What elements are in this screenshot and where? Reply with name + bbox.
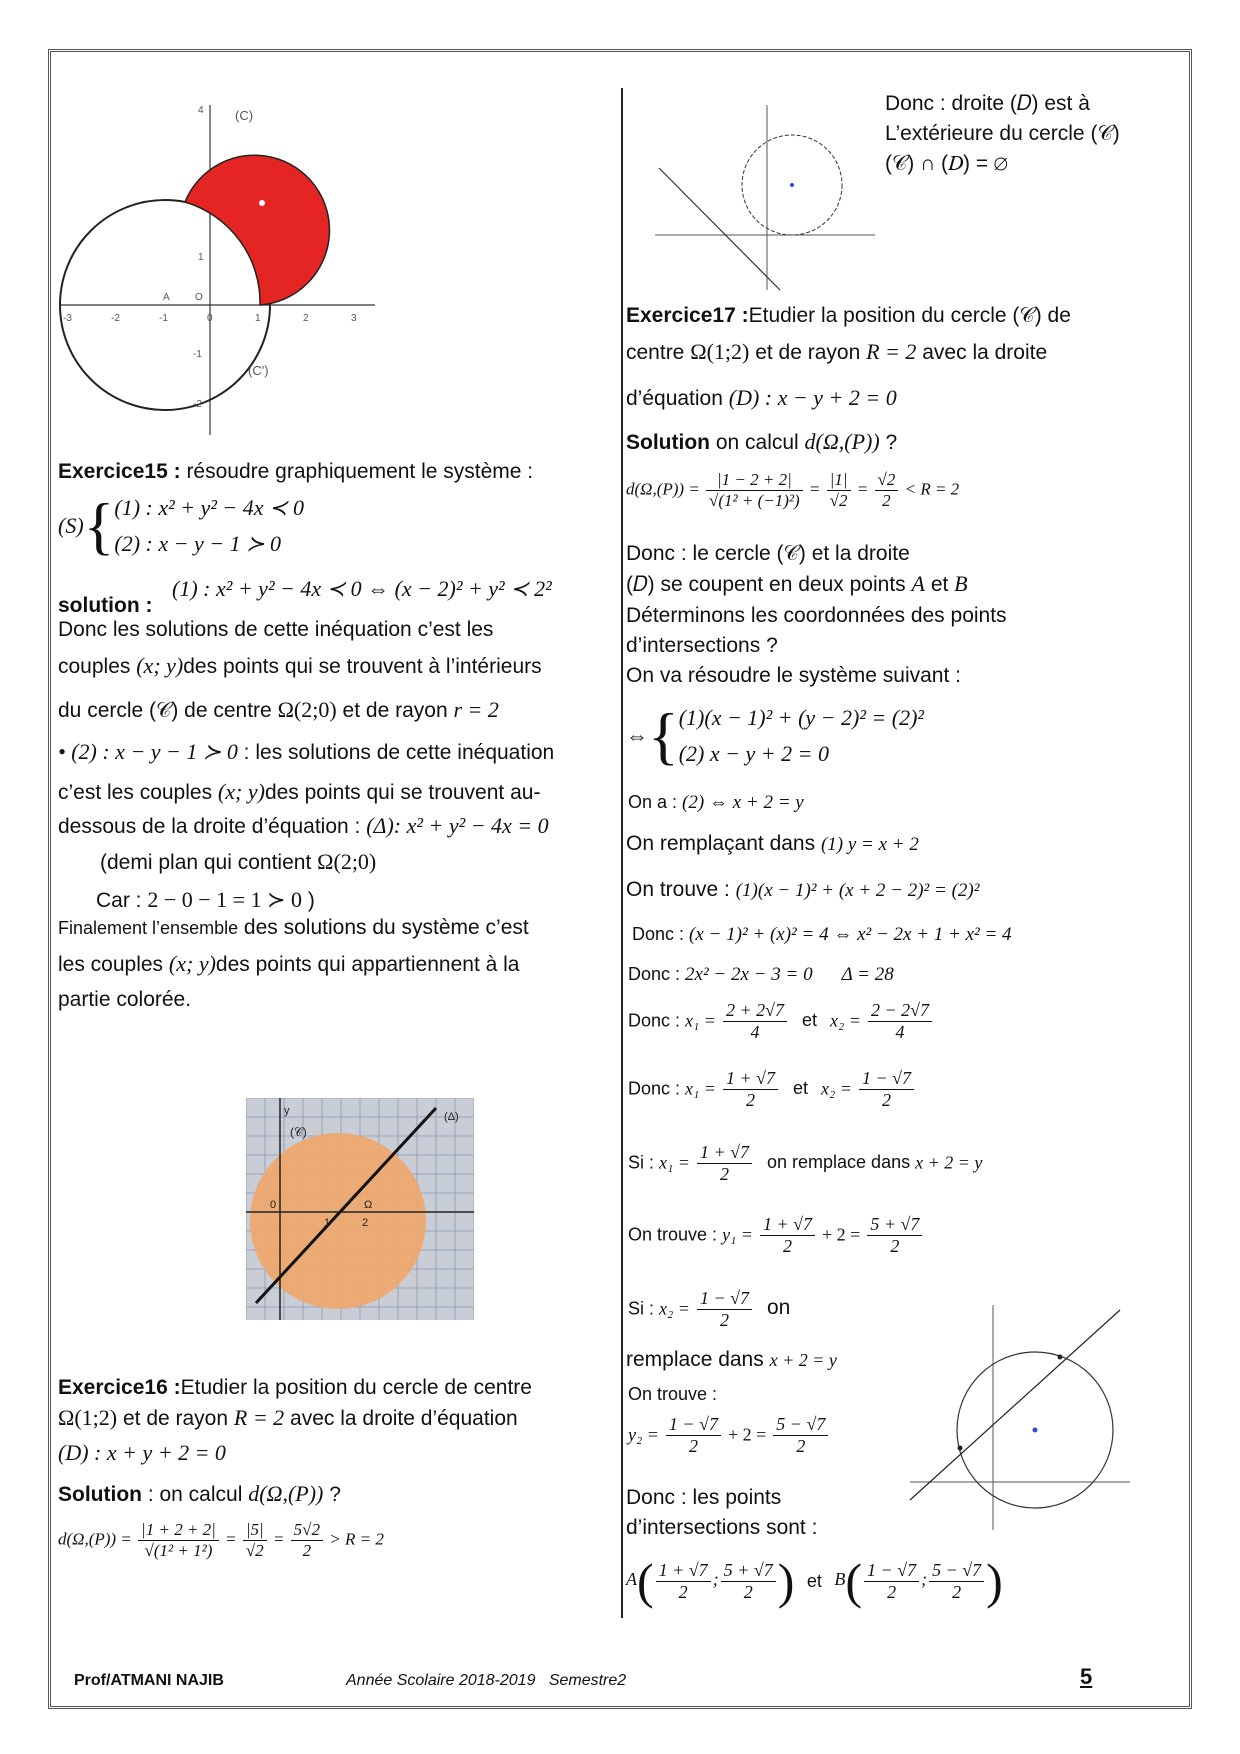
ex17-f-n3: √2 bbox=[875, 470, 899, 491]
fig1-label-c: (C) bbox=[235, 108, 254, 123]
ex15-system bbox=[58, 490, 304, 562]
photo-label-c: (𝒞) bbox=[290, 1125, 307, 1139]
ex17-c2 bbox=[626, 570, 968, 599]
ex17-x1nb: 1 + √7 bbox=[723, 1068, 778, 1090]
ex17-donc1-eq: (x − 1)² + (x)² = 4 ⇔ x² − 2x + 1 + x² = 4 bbox=[689, 924, 1012, 945]
ex16-center: Ω(1;2) bbox=[58, 1405, 118, 1430]
fig1-tick-x: -1 bbox=[159, 313, 168, 324]
ex17-f-d3: 2 bbox=[882, 491, 891, 510]
ex17-ontrouve1: On trouve : bbox=[628, 1224, 718, 1245]
ex16-text2: et de rayon bbox=[122, 1407, 229, 1430]
ex17-et2: et bbox=[793, 1078, 809, 1099]
ex17-a-yn: 5 + √7 bbox=[721, 1560, 776, 1582]
ex15-sys-name: (S) bbox=[58, 513, 84, 538]
footer-author: Prof/ATMANI NAJIB bbox=[74, 1672, 224, 1689]
photo-label-omega: Ω bbox=[364, 1199, 373, 1211]
circle-line-exterior-figure bbox=[655, 100, 875, 295]
ex17-rempl2-label: remplace dans bbox=[626, 1348, 764, 1371]
ex17-a-sep: ; bbox=[712, 1569, 719, 1590]
ex17-line1 bbox=[626, 302, 1071, 329]
ex17-rempl-eq: (1) y = x + 2 bbox=[820, 834, 919, 855]
ex15-p2 bbox=[58, 652, 542, 681]
ex17-b-yd: 2 bbox=[952, 1581, 962, 1602]
ex17-b-xn: 1 − √7 bbox=[864, 1560, 919, 1582]
ex15-p3a: du cercle (𝒞) de centre bbox=[58, 699, 272, 722]
ex17-text2a: centre bbox=[626, 341, 685, 364]
ex17-f-rhs: < R = 2 bbox=[904, 479, 960, 499]
ex16-title: Exercice16 : bbox=[58, 1376, 181, 1399]
ex15-p4b: : les solutions de cette inéquation bbox=[237, 741, 555, 764]
ex15-p8m: 2 − 0 − 1 = 1 ≻ 0 bbox=[147, 887, 303, 912]
ex17-text2b: et de rayon bbox=[755, 341, 861, 364]
ex16-sol-title: Solution bbox=[58, 1483, 142, 1506]
ex15-p5m: (x; y) bbox=[217, 779, 265, 804]
ex17-on-a-eq: (2) ⇔ x + 2 = y bbox=[682, 792, 804, 813]
fig2-concl1: Donc : droite (𝐷) est à bbox=[885, 92, 1090, 115]
ex15-eq2: (2) : x − y − 1 ≻ 0 bbox=[114, 531, 282, 556]
ex17-x1b: x₁ = bbox=[685, 1078, 716, 1099]
ex15-p6 bbox=[58, 812, 549, 841]
ex16-f-lhs: d(Ω,(P)) = bbox=[58, 1529, 132, 1549]
ex17-c2b: et bbox=[930, 573, 949, 596]
photo-label-1: 1 bbox=[324, 1217, 331, 1229]
fig1-tick-x: -3 bbox=[63, 313, 72, 324]
ex16-f-n1: |1 + 2 + 2| bbox=[138, 1520, 219, 1541]
ex17-si2-n: 1 − √7 bbox=[697, 1288, 752, 1310]
ex16-radius: R = 2 bbox=[233, 1405, 285, 1430]
ex17-a-xn: 1 + √7 bbox=[656, 1560, 711, 1582]
photo-label-2: 2 bbox=[362, 1217, 369, 1229]
ex17-sys2: (2) x − y + 2 = 0 bbox=[678, 741, 829, 766]
ex15-p9a: Finalement l’ensemble bbox=[58, 918, 239, 938]
ex17-y2-n2: 5 − √7 bbox=[773, 1414, 828, 1436]
ex17-title: Exercice17 : bbox=[626, 304, 749, 327]
graph-paper-photo bbox=[246, 1098, 474, 1320]
ex17-rempl2-eq: x + 2 = y bbox=[769, 1350, 837, 1370]
ex17-formula: d(Ω,(P)) = $\frac{|1 - 2 + 2|}{\text{√(1² + (−1)²)}}$ = $\frac{|1|}{√2}$ = $\frac{√2}{2}$ < R = 2 bbox=[626, 470, 960, 510]
ex15-p8a: Car : bbox=[96, 889, 142, 912]
ex17-y1-d1: 2 bbox=[783, 1236, 792, 1256]
two-circles-figure bbox=[55, 95, 385, 440]
ex17-si2-x2: x₂ = bbox=[659, 1298, 690, 1319]
ex16-sol-text: : on calcul bbox=[141, 1483, 243, 1506]
ex15-p11: partie colorée. bbox=[58, 988, 192, 1011]
ex17-rempl-label: On remplaçant dans bbox=[626, 832, 816, 855]
circle-secant-figure bbox=[905, 1300, 1135, 1530]
ex15-p9b: des solutions du système c’est bbox=[238, 916, 529, 939]
ex15-title: Exercice15 : bbox=[58, 460, 181, 483]
ex15-p2b: des points qui se trouvent à l’intérieurs bbox=[183, 655, 542, 678]
ex17-ontrouve2: On trouve : bbox=[628, 1384, 718, 1404]
fig1-tick-x: -2 bbox=[111, 313, 120, 324]
ex17-brace: { bbox=[648, 700, 679, 771]
fig2-concl3: (𝒞) ∩ (𝐷) = ∅ bbox=[885, 152, 1008, 175]
ex17-radius: R = 2 bbox=[866, 339, 917, 364]
ex17-donc2 bbox=[628, 964, 894, 986]
ex17-x1n: 2 + 2√7 bbox=[723, 1000, 787, 1022]
ex15-intro: résoudre graphiquement le système : bbox=[180, 460, 534, 483]
ex17-line: (D) : x − y + 2 = 0 bbox=[728, 385, 897, 410]
ex17-y1-n1: 1 + √7 bbox=[760, 1214, 815, 1236]
ex17-point-b: B bbox=[834, 1569, 846, 1590]
ex15-p1: Donc les solutions de cette inéquation c’est les bbox=[58, 618, 494, 641]
ex17-si1-x1: x₁ = bbox=[659, 1152, 690, 1173]
ex17-c2m2: B bbox=[954, 571, 968, 596]
ex17-y1-n2: 5 + √7 bbox=[867, 1214, 922, 1236]
ex17-y1 bbox=[628, 1214, 924, 1257]
ex15-p3r: r = 2 bbox=[453, 697, 499, 722]
ex17-donc4-label: Donc : bbox=[628, 1078, 681, 1099]
ex16-f-n3: 5√2 bbox=[291, 1520, 323, 1541]
ex17-c3: Déterminons les coordonnées des points bbox=[626, 604, 1007, 627]
ex17-sol-text: on calcul bbox=[709, 431, 799, 454]
column-separator bbox=[621, 88, 623, 1618]
ex15-p2m: (x; y) bbox=[136, 653, 184, 678]
ex17-points1: Donc : les points bbox=[626, 1486, 782, 1509]
ex17-sol-d: d(Ω,(P)) bbox=[804, 429, 880, 454]
ex17-donc2-eq: 2x² − 2x − 3 = 0 bbox=[685, 964, 813, 985]
ex17-x2n: 2 − 2√7 bbox=[868, 1000, 932, 1022]
ex17-c2a: (𝐷) se coupent en deux points bbox=[626, 573, 906, 596]
ex17-line3 bbox=[626, 384, 897, 413]
ex15-heading bbox=[58, 458, 533, 485]
ex17-si1-label: Si : bbox=[628, 1152, 655, 1173]
ex17-x1: x₁ = bbox=[685, 1010, 716, 1031]
ex16-sol-d: d(Ω,(P)) bbox=[248, 1481, 324, 1506]
ex15-p3m: Ω(2;0) bbox=[277, 697, 337, 722]
ex17-donc3 bbox=[628, 1000, 934, 1043]
ex17-si1-eq: x + 2 = y bbox=[915, 1152, 983, 1173]
ex17-si2-tail: on bbox=[767, 1296, 791, 1320]
ex17-y2-n1: 1 − √7 bbox=[666, 1414, 721, 1436]
fig1-tick-x: 2 bbox=[303, 313, 309, 324]
ex17-center: Ω(1;2) bbox=[690, 339, 750, 364]
ex17-points2: d’intersections sont : bbox=[626, 1516, 818, 1539]
ex15-p6a: dessous de la droite d’équation : bbox=[58, 815, 361, 838]
ex17-si1-tail: on remplace dans bbox=[767, 1152, 911, 1173]
fig2-concl2: L’extérieure du cercle (𝒞) bbox=[885, 122, 1120, 145]
ex17-si2-label: Si : bbox=[628, 1298, 655, 1319]
ex15-sol-label: solution : bbox=[58, 594, 153, 617]
ex15-p6m: (Δ): x² + y² − 4x = 0 bbox=[366, 813, 549, 838]
ex15-p2a: couples bbox=[58, 655, 131, 678]
ex17-c2m: A bbox=[911, 571, 925, 596]
ex17-sol-title: Solution bbox=[626, 431, 710, 454]
fig1-tick-x: 0 bbox=[207, 313, 213, 324]
ex16-f-d1: √(1² + 1²) bbox=[144, 1541, 213, 1560]
ex17-sol bbox=[626, 428, 897, 457]
ex17-a-yd: 2 bbox=[743, 1581, 753, 1602]
ex17-b-sep: ; bbox=[921, 1569, 928, 1590]
fig1-label-o: O bbox=[195, 292, 203, 303]
ex17-x2b: x₂ = bbox=[821, 1078, 852, 1099]
fig1-tick-ym1: -1 bbox=[193, 349, 202, 360]
ex17-c5: On va résoudre le système suivant : bbox=[626, 664, 961, 687]
ex15-p4m: • (2) : x − y − 1 ≻ 0 bbox=[58, 739, 238, 764]
ex17-donc1 bbox=[632, 924, 1012, 946]
ex15-p10m: (x; y) bbox=[168, 951, 216, 976]
ex15-eq1: (1) : x² + y² − 4x ≺ 0 bbox=[114, 495, 304, 520]
ex16-line2 bbox=[58, 1404, 518, 1433]
ex15-p8 bbox=[96, 886, 315, 915]
ex16-text1: Etudier la position du cercle de centre bbox=[180, 1376, 532, 1399]
ex16-f-rhs: > R = 2 bbox=[329, 1529, 384, 1549]
ex17-c4: d’intersections ? bbox=[626, 634, 778, 657]
photo-label-delta: (Δ) bbox=[444, 1111, 459, 1123]
ex17-y1-d2: 2 bbox=[890, 1236, 900, 1256]
ex17-y1-label: y₁ = bbox=[722, 1224, 753, 1245]
fig1-top-tick: 4 bbox=[198, 105, 204, 116]
fig1-tick-x: 3 bbox=[351, 313, 357, 324]
fig1-label-a: A bbox=[163, 292, 170, 303]
ex17-x1db: 2 bbox=[745, 1090, 755, 1110]
ex17-a-xd: 2 bbox=[678, 1581, 688, 1602]
ex17-trouve bbox=[626, 876, 979, 904]
ex17-x2: x₂ = bbox=[830, 1010, 861, 1031]
ex16-f-d2: √2 bbox=[245, 1541, 264, 1560]
ex17-donc4 bbox=[628, 1068, 916, 1111]
ex17-points-coords: A( $\frac{1 + √7}{2}$ ; $\frac{5 + √7}{2}$ ) et B( $\frac{1 - √7}{2}$ ; $\frac{5 - √7}{2}$ ) bbox=[626, 1553, 1003, 1609]
ex17-y2 bbox=[628, 1414, 830, 1457]
ex15-p7 bbox=[100, 848, 376, 877]
ex17-system: ⇔{ (1)(x − 1)² + (y − 2)² = (2)² (2) x − y + 2 = 0 bbox=[626, 700, 925, 771]
ex17-point-a: A bbox=[626, 1569, 637, 1590]
ex17-si1 bbox=[628, 1142, 982, 1185]
ex15-p10a: les couples bbox=[58, 953, 164, 976]
photo-label-y: y bbox=[284, 1105, 290, 1117]
ex17-f-d1: √(1² + (−1)²) bbox=[709, 491, 800, 510]
ex17-y2-label: y₂ = bbox=[628, 1424, 659, 1445]
ex17-et1: et bbox=[802, 1010, 818, 1031]
ex17-si2 bbox=[628, 1288, 790, 1331]
ex16-line: (D) : x + y + 2 = 0 bbox=[58, 1440, 226, 1465]
ex15-p4 bbox=[58, 738, 554, 767]
ex17-y2-plus: + 2 = bbox=[727, 1424, 767, 1445]
footer-year: Année Scolaire 2018-2019 Semestre2 bbox=[346, 1672, 627, 1689]
ex17-f-lhs: d(Ω,(P)) = bbox=[626, 479, 700, 499]
ex17-x1d: 4 bbox=[750, 1022, 760, 1042]
ex17-x2db: 2 bbox=[881, 1090, 891, 1110]
ex15-sol-eq: (1) : x² + y² − 4x ≺ 0 ⇔ (x − 2)² + y² ≺ 2² bbox=[172, 576, 552, 601]
fig1-tick-x: 1 bbox=[255, 313, 261, 324]
ex17-si1-d: 2 bbox=[719, 1164, 729, 1184]
ex15-brace: { bbox=[83, 490, 115, 561]
ex17-y2-d1: 2 bbox=[688, 1436, 698, 1456]
ex17-text1: Etudier la position du cercle (𝒞) de bbox=[748, 304, 1071, 327]
ex17-b-xd: 2 bbox=[887, 1581, 897, 1602]
ex17-donc2-delta: Δ = 28 bbox=[841, 964, 894, 985]
ex17-et3: et bbox=[806, 1570, 822, 1591]
ex17-donc1-label: Donc : bbox=[632, 924, 685, 944]
ex15-p5a: c’est les couples bbox=[58, 781, 213, 804]
page-number: 5 bbox=[1080, 1664, 1093, 1689]
ex17-text3a: d’équation bbox=[626, 387, 723, 410]
ex17-f-n2: |1| bbox=[827, 470, 851, 491]
ex16-sol-q: ? bbox=[323, 1483, 341, 1506]
ex15-p10 bbox=[58, 950, 519, 979]
ex17-sys1: (1)(x − 1)² + (y − 2)² = (2)² bbox=[678, 705, 925, 730]
ex17-on-a bbox=[628, 792, 804, 814]
ex17-x2nb: 1 − √7 bbox=[859, 1068, 914, 1090]
ex17-c1: Donc : le cercle (𝒞) et la droite bbox=[626, 542, 910, 565]
ex16-line1 bbox=[58, 1374, 532, 1401]
ex15-p5 bbox=[58, 778, 540, 807]
ex15-p7m: Ω(2;0) bbox=[317, 849, 377, 874]
ex17-x2d: 4 bbox=[895, 1022, 905, 1042]
ex16-text3: avec la droite d’équation bbox=[290, 1407, 518, 1430]
ex17-f-d2: √2 bbox=[829, 491, 848, 510]
fig1-tick-ym2: -2 bbox=[193, 399, 202, 410]
ex17-b-yn: 5 − √7 bbox=[929, 1560, 984, 1582]
ex15-p8b: ) bbox=[302, 889, 315, 912]
ex17-rempl bbox=[626, 830, 919, 858]
ex17-trouve-eq: (1)(x − 1)² + (x + 2 − 2)² = (2)² bbox=[735, 880, 980, 901]
ex17-donc3-label: Donc : bbox=[628, 1010, 681, 1031]
ex15-p10b: des points qui appartiennent à la bbox=[215, 953, 520, 976]
ex16-f-n2: |5| bbox=[243, 1520, 267, 1541]
ex15-p3 bbox=[58, 696, 499, 725]
ex15-p7a: (demi plan qui contient bbox=[100, 851, 312, 874]
ex17-sol-q: ? bbox=[879, 431, 898, 454]
ex17-si1-n: 1 + √7 bbox=[697, 1142, 752, 1164]
ex17-y2-d2: 2 bbox=[796, 1436, 806, 1456]
ex17-trouve-label: On trouve : bbox=[626, 878, 730, 901]
ex16-formula: d(Ω,(P)) = $\frac{|1 + 2 + 2|}{\text{√(1² + 1²)}}$ = $\frac{|5|}{√2}$ = $\frac{5√2}{2}$ > R = 2 bbox=[58, 1520, 384, 1560]
ex15-p3b: et de rayon bbox=[342, 699, 448, 722]
ex15-p9 bbox=[58, 914, 529, 941]
ex16-f-d3: 2 bbox=[302, 1541, 312, 1560]
ex17-f-n1: |1 − 2 + 2| bbox=[706, 470, 803, 491]
ex17-on-a-label: On a : bbox=[628, 792, 678, 812]
ex17-donc2-label: Donc : bbox=[628, 964, 681, 984]
ex17-si2-d: 2 bbox=[719, 1310, 729, 1330]
photo-label-o: 0 bbox=[270, 1199, 277, 1211]
ex16-sol bbox=[58, 1480, 341, 1509]
ex17-text2c: avec la droite bbox=[922, 341, 1048, 364]
ex15-p5b: des points qui se trouvent au- bbox=[264, 781, 541, 804]
ex17-line2 bbox=[626, 338, 1047, 367]
fig1-tick-y1: 1 bbox=[198, 252, 204, 263]
ex17-y1-plus: + 2 = bbox=[822, 1224, 861, 1245]
fig1-label-c2: (C') bbox=[248, 363, 269, 378]
ex17-rempl2 bbox=[626, 1346, 837, 1373]
